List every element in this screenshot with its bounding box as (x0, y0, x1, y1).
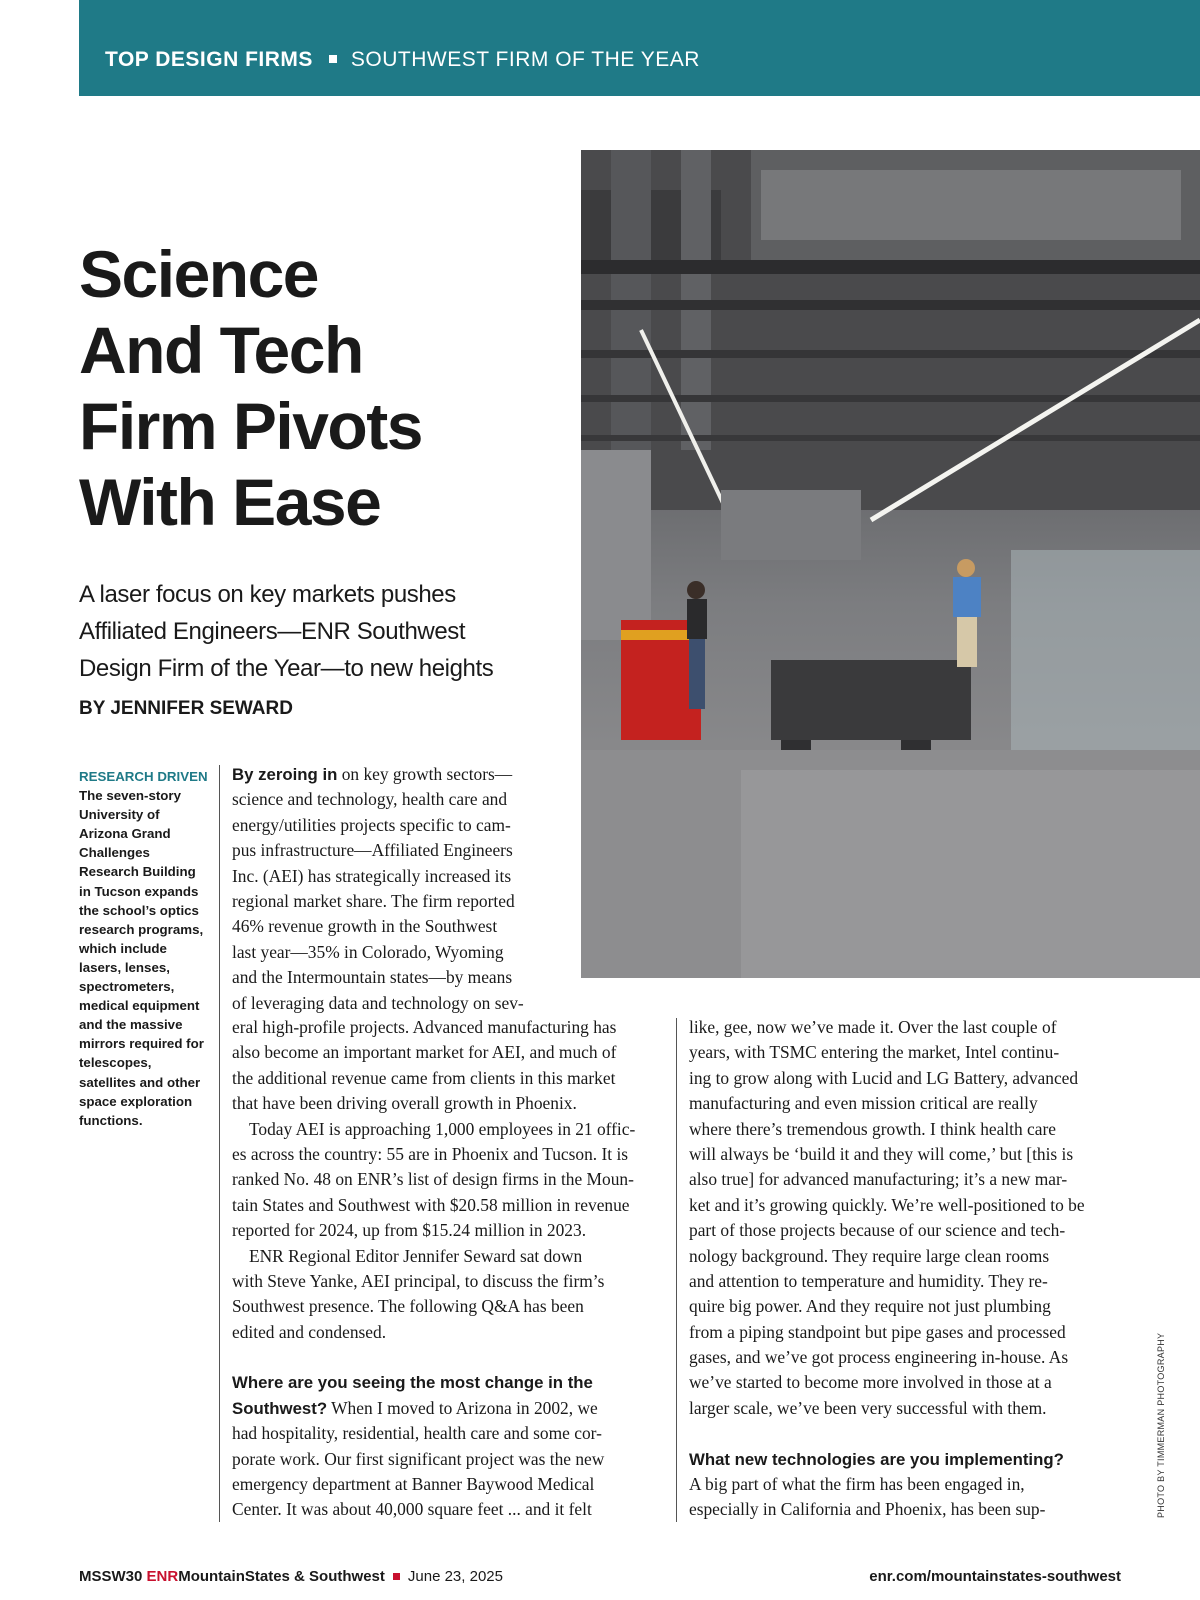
body-line: ket and it’s growing quickly. We’re well-positioned to be (689, 1194, 1085, 1215)
body-line: pus infrastructure—Affiliated Engineers (232, 840, 513, 861)
footer-url[interactable]: enr.com/mountainstates-southwest (869, 1568, 1121, 1585)
question-heading: Where are you seeing the most change in the (232, 1373, 593, 1393)
body-line: part of those projects because of our science and tech- (689, 1220, 1066, 1241)
photo-credit: PHOTO BY TIMMERMAN PHOTOGRAPHY (1156, 1332, 1166, 1518)
body-line: energy/utilities projects specific to cam- (232, 814, 511, 835)
deck (79, 576, 569, 687)
body-line: gases, and we’ve got process engineering in-house. As (689, 1347, 1069, 1368)
body-line: of leveraging data and technology on sev- (232, 992, 524, 1013)
lab-photo (581, 150, 1200, 978)
body-line: Today AEI is approaching 1,000 employees in 21 offic- (249, 1118, 636, 1139)
body-line: porate work. Our first significant project was the new (232, 1448, 605, 1469)
headline-line: Firm Pivots (79, 389, 422, 463)
body-column-1 (232, 762, 664, 1016)
body-line: will always be ‘build it and they will come,’ but [this is (689, 1143, 1074, 1164)
headline-line: With Ease (79, 465, 381, 539)
headline-line: Science (79, 237, 318, 311)
body-line: ENR Regional Editor Jennifer Seward sat down (249, 1245, 583, 1266)
body-line: last year—35% in Colorado, Wyoming (232, 941, 504, 962)
body-line: and attention to temperature and humidity. They re- (689, 1270, 1048, 1291)
section-banner (79, 0, 1200, 96)
body-line: also true] for advanced manufacturing; it’s a new mar- (689, 1169, 1068, 1190)
body-line: es across the country: 55 are in Phoenix and Tucson. It is (232, 1143, 629, 1164)
body-line: science and technology, health care and (232, 789, 508, 810)
body-line: Inc. (AEI) has strategically increased its (232, 865, 512, 886)
headline (79, 236, 559, 540)
lead-in: By zeroing in (232, 765, 338, 784)
body-line: ing to grow along with Lucid and LG Battery, advanced (689, 1067, 1079, 1088)
body-line: regional market share. The firm reported (232, 890, 515, 911)
paragraph-gap (232, 1345, 665, 1370)
body-line: years, with TSMC entering the market, Intel continu- (689, 1042, 1060, 1063)
body-line: ranked No. 48 on ENR’s list of design firms in the Moun- (232, 1169, 634, 1190)
body-line: larger scale, we’ve been very successful with them. (689, 1397, 1047, 1418)
body-line: manufacturing and even mission critical are really (689, 1093, 1038, 1114)
byline: BY JENNIFER SEWARD (79, 698, 293, 719)
body-line: from a piping standpoint but pipe gases and processed (689, 1321, 1066, 1342)
body-line: nology background. They require large clean rooms (689, 1245, 1050, 1266)
issue-date: June 23, 2025 (407, 1568, 503, 1585)
deck-line: Affiliated Engineers—ENR Southwest (79, 618, 466, 645)
body-line: A big part of what the firm has been engaged in, (689, 1474, 1025, 1495)
caption-text: The seven-story University of Arizona Grand Challenges Research Building in Tucson expands the school’s optics research programs, which include lasers, lenses, spectrometers, medical equipment and the massive mirrors required for telescopes, satellites and other space exploration functions. (79, 788, 204, 1128)
footer-square-icon (393, 1573, 400, 1580)
body-line: Southwest presence. The following Q&A has been (232, 1296, 584, 1317)
body-line: like, gee, now we’ve made it. Over the last couple of (689, 1017, 1057, 1037)
lab-photo-illustration (581, 150, 1200, 978)
body-line-text: When I moved to Arizona in 2002, we (327, 1397, 598, 1418)
body-line: edited and condensed. (232, 1321, 387, 1342)
body-line: had hospitality, residential, health care and some cor- (232, 1423, 602, 1444)
banner-square-icon (329, 55, 337, 63)
footer-folio (79, 1568, 503, 1585)
body-line: eral high-profile projects. Advanced manufacturing has (232, 1017, 617, 1037)
question-heading-end: Southwest? (232, 1398, 328, 1418)
body-line: with Steve Yanke, AEI principal, to discuss the firm’s (232, 1270, 605, 1291)
question-heading: What new technologies are you implementing? (689, 1449, 1064, 1469)
banner-text (105, 48, 700, 72)
body-line: reported for 2024, up from $15.24 million in 2023. (232, 1220, 587, 1241)
body-line (232, 1396, 665, 1421)
page-number: MSSW30 (79, 1568, 143, 1585)
body-line: quire big power. And they require not just plumbing (689, 1296, 1051, 1317)
body-line: the additional revenue came from clients in this market (232, 1067, 616, 1088)
headline-line: And Tech (79, 313, 363, 387)
enr-logo: ENR (146, 1568, 179, 1585)
body-column-3 (689, 1015, 1121, 1523)
banner-subsection: SOUTHWEST FIRM OF THE YEAR (350, 48, 700, 71)
body-line (232, 762, 664, 787)
body-line: emergency department at Banner Baywood Medical (232, 1474, 595, 1495)
photo-caption (79, 767, 209, 1130)
paragraph-gap (689, 1421, 1121, 1446)
caption-lead: RESEARCH DRIVEN (79, 769, 208, 784)
body-line: especially in California and Phoenix, has been sup- (689, 1499, 1046, 1520)
body-line: Center. It was about 40,000 square feet ... and it felt (232, 1499, 592, 1520)
body-line: that have been driving overall growth in Phoenix. (232, 1093, 577, 1114)
deck-line: Design Firm of the Year—to new heights (79, 655, 494, 682)
body-line-text: on key growth sectors— (337, 764, 513, 784)
deck-line: A laser focus on key markets pushes (79, 581, 456, 608)
body-line: also become an important market for AEI, and much of (232, 1042, 617, 1063)
edition-name: MountainStates & Southwest (178, 1568, 385, 1585)
body-line: 46% revenue growth in the Southwest (232, 916, 498, 937)
banner-section: TOP DESIGN FIRMS (105, 48, 313, 71)
body-line: and the Intermountain states—by means (232, 967, 513, 988)
column-rule (676, 1018, 677, 1522)
column-rule (219, 765, 220, 1522)
body-line: we’ve started to become more involved in those at a (689, 1372, 1052, 1393)
body-column-2 (232, 1015, 665, 1523)
body-line: tain States and Southwest with $20.58 million in revenue (232, 1194, 630, 1215)
body-line: where there’s tremendous growth. I think health care (689, 1118, 1057, 1139)
